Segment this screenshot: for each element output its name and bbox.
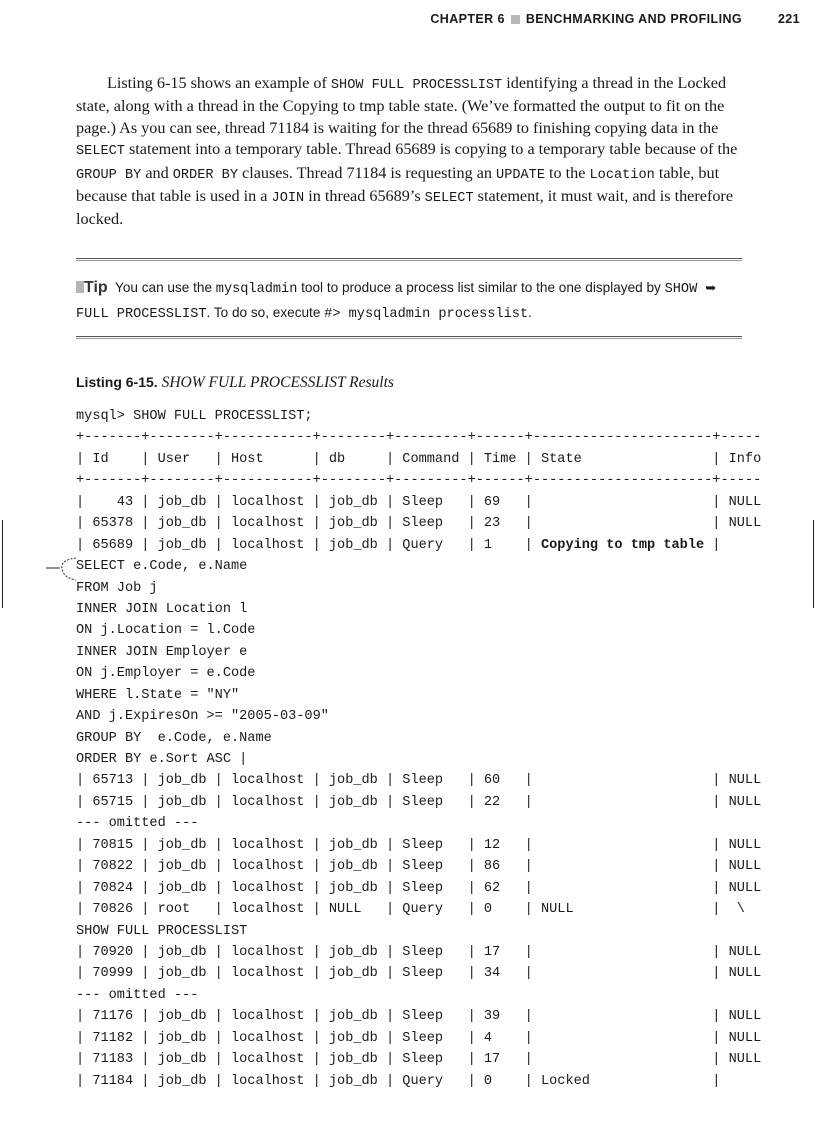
inline-code: GROUP BY bbox=[76, 167, 142, 183]
code-line: FROM Job j bbox=[76, 580, 158, 596]
code-line: | 43 | job_db | localhost | job_db | Sleep | 69 | | NULL bbox=[76, 494, 762, 510]
code-line: | 65378 | job_db | localhost | job_db | Sleep | 23 | | NULL bbox=[76, 516, 762, 532]
tip-label bbox=[76, 279, 108, 296]
code-line: | 70999 | job_db | localhost | job_db | Sleep | 34 | | NULL bbox=[76, 966, 762, 982]
code-line: GROUP BY e.Code, e.Name bbox=[76, 730, 272, 746]
code-line: | 71184 | job_db | localhost | job_db | Query | 0 | Locked | bbox=[76, 1073, 721, 1089]
text-run: . bbox=[528, 305, 532, 320]
chapter-title: BENCHMARKING AND PROFILING bbox=[525, 12, 742, 26]
code-line: INNER JOIN Employer e bbox=[76, 644, 248, 660]
inline-code: FULL PROCESSLIST bbox=[76, 307, 207, 322]
text-run: in thread 65689’s bbox=[304, 187, 425, 206]
code-line: | 65689 | job_db | localhost | job_db | Query | 1 | Copying to tmp table | bbox=[76, 537, 721, 553]
inline-code: JOIN bbox=[271, 191, 305, 207]
tip-label-text: Tip bbox=[84, 279, 108, 296]
code-line: | 71183 | job_db | localhost | job_db | Sleep | 17 | | NULL bbox=[76, 1052, 762, 1068]
inline-code: UPDATE bbox=[496, 167, 545, 183]
text-run: Listing 6-15 shows an example of bbox=[107, 74, 331, 92]
text-run: statement into a temporary table. Thread 65689 is copying to a temporary table because of the bbox=[124, 140, 738, 159]
inline-code: #> mysqladmin processlist bbox=[324, 307, 529, 322]
inline-code: SHOW bbox=[664, 282, 698, 297]
code-line: | 71176 | job_db | localhost | job_db | Sleep | 39 | | NULL bbox=[76, 1009, 762, 1025]
text-run: table, but because that table is used in a bbox=[76, 163, 720, 206]
tip-top-rule bbox=[76, 258, 742, 259]
inline-code: SELECT bbox=[424, 191, 474, 207]
code-line: +-------+--------+-----------+--------+---------+------+----------------------+----- bbox=[76, 473, 762, 489]
right-margin-mark bbox=[813, 520, 814, 608]
text-run: and bbox=[141, 163, 173, 182]
text-run: tool to produce a process list similar to the one displayed by bbox=[297, 280, 665, 295]
chapter-heading bbox=[430, 12, 742, 26]
code-line: | 70826 | root | localhost | NULL | Query | 0 | NULL | \ bbox=[76, 902, 745, 918]
code-line: WHERE l.State = "NY" bbox=[76, 687, 240, 703]
body-paragraph bbox=[76, 73, 746, 231]
code-line: ORDER BY e.Sort ASC | bbox=[76, 752, 248, 767]
listing-title: SHOW FULL PROCESSLIST Results bbox=[161, 374, 394, 391]
code-line: | 70920 | job_db | localhost | job_db | Sleep | 17 | | NULL bbox=[76, 944, 762, 960]
continuation-arrow-icon: ➥ bbox=[705, 280, 717, 295]
listing-label: Listing 6-15. bbox=[76, 374, 158, 390]
tip-bottom-rule bbox=[76, 336, 742, 337]
code-line: | 65715 | job_db | localhost | job_db | Sleep | 22 | | NULL bbox=[76, 794, 762, 810]
listing-caption bbox=[76, 374, 394, 392]
code-line: ON j.Employer = e.Code bbox=[76, 666, 256, 682]
code-line: SELECT e.Code, e.Name bbox=[76, 559, 248, 575]
continuation-curl-icon bbox=[46, 556, 78, 582]
code-line: | Id | User | Host | db | Command | Time | State | Info bbox=[76, 451, 762, 467]
inline-code: SHOW FULL PROCESSLIST bbox=[330, 78, 503, 93]
code-line: | 70824 | job_db | localhost | job_db | Sleep | 62 | | NULL bbox=[76, 880, 762, 896]
code-line: SHOW FULL PROCESSLIST bbox=[76, 923, 248, 939]
code-line: AND j.ExpiresOn >= "2005-03-09" bbox=[76, 709, 329, 725]
text-run: to the bbox=[545, 163, 590, 182]
code-line: --- omitted --- bbox=[76, 816, 199, 832]
page-number: 221 bbox=[777, 12, 800, 26]
tip-box bbox=[76, 276, 742, 326]
code-listing bbox=[76, 406, 761, 1092]
bold-state-text: Copying to tmp table bbox=[540, 537, 705, 553]
code-line: | 70815 | job_db | localhost | job_db | Sleep | 12 | | NULL bbox=[76, 837, 762, 853]
square-bullet-icon bbox=[511, 15, 520, 24]
code-line: | 71182 | job_db | localhost | job_db | Sleep | 4 | | NULL bbox=[76, 1030, 762, 1046]
chapter-label: CHAPTER 6 bbox=[430, 12, 505, 26]
code-line: ON j.Location = l.Code bbox=[76, 623, 256, 639]
running-header bbox=[0, 12, 816, 32]
inline-code: Location bbox=[589, 167, 655, 183]
code-line: | 70822 | job_db | localhost | job_db | Sleep | 86 | | NULL bbox=[76, 859, 762, 875]
code-line: +-------+--------+-----------+--------+---------+------+----------------------+----- bbox=[76, 430, 762, 446]
code-line: INNER JOIN Location l bbox=[76, 601, 248, 617]
text-run: clauses. Thread 71184 is requesting an bbox=[238, 163, 497, 182]
inline-code: SELECT bbox=[76, 144, 125, 160]
code-line: | 65713 | job_db | localhost | job_db | Sleep | 60 | | NULL bbox=[76, 773, 762, 789]
code-line: mysql> SHOW FULL PROCESSLIST; bbox=[76, 409, 313, 424]
text-run: statement, it must wait, and is therefore locked. bbox=[76, 187, 734, 229]
text-run: identifying a thread in the Locked state, along with a thread in the Copying to tmp table state. (We’ve formatted the output to fit on the page.) As you can see, thread 71184 is waiting for the thread 65689 to finishing copying data in the bbox=[76, 74, 727, 137]
text-run: . To do so, execute bbox=[206, 305, 325, 320]
inline-code: mysqladmin bbox=[215, 282, 298, 297]
code-line: --- omitted --- bbox=[76, 987, 199, 1003]
inline-code: ORDER BY bbox=[172, 167, 238, 183]
text-run: You can use the bbox=[115, 280, 216, 295]
left-margin-mark bbox=[2, 520, 3, 608]
tip-marker-icon bbox=[76, 281, 84, 293]
